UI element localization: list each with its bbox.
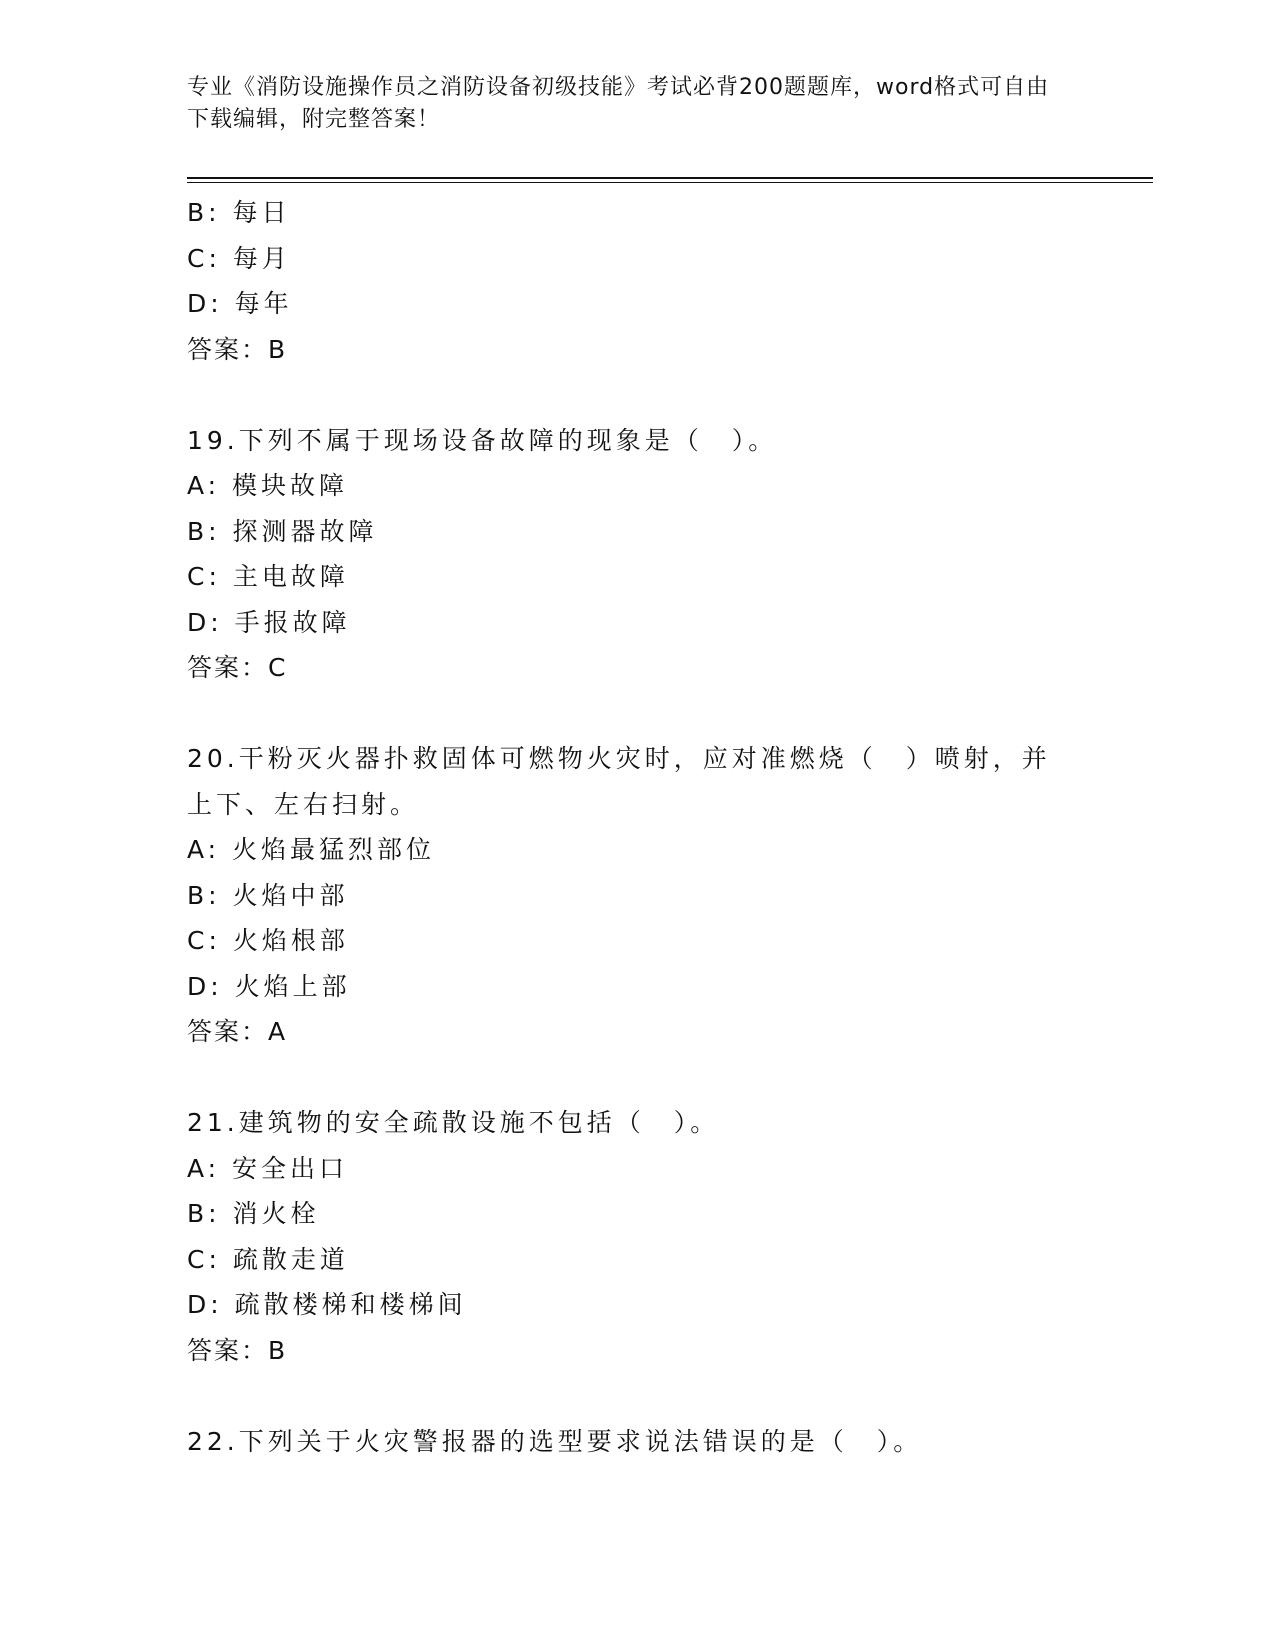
question-18-fragment [187,190,1087,372]
question-19 [187,418,1087,691]
spacer [187,691,1087,737]
option-b: B: 每日 [187,198,291,227]
spacer [187,1373,1087,1419]
answer-line: 答案：A [187,1017,288,1046]
option-a: A: 模块故障 [187,471,349,500]
option-d: D: 手报故障 [187,607,351,637]
question-content [187,190,1087,1464]
spacer [187,1055,1087,1101]
question-22 [187,1419,1087,1465]
question-stem: 20.干粉灭火器扑救固体可燃物火灾时，应对准燃烧（ ）喷射，并上下、左右扫射。 [187,744,1051,819]
spacer [187,372,1087,418]
option-c: C: 每月 [187,243,291,273]
option-c: C: 疏散走道 [187,1244,349,1274]
option-b: B: 消火栓 [187,1199,320,1228]
header-divider-thick [187,177,1153,179]
question-stem: 22.下列关于火灾警报器的选型要求说法错误的是（ ）。 [187,1426,923,1456]
option-a: A: 火焰最猛烈部位 [187,835,436,864]
option-b: B: 火焰中部 [187,880,349,910]
header-divider-thin [187,182,1153,183]
option-c: C: 火焰根部 [187,926,349,955]
question-stem: 19.下列不属于现场设备故障的现象是（ ）。 [187,425,778,455]
answer-line: 答案：B [187,1335,288,1365]
option-b: B: 探测器故障 [187,516,378,546]
answer-line: 答案：B [187,334,288,364]
option-a: A: 安全出口 [187,1153,349,1183]
option-d: D: 疏散楼梯和楼梯间 [187,1290,467,1319]
answer-line: 答案：C [187,653,288,682]
option-d: D: 每年 [187,289,293,318]
option-c: C: 主电故障 [187,562,349,591]
option-d: D: 火焰上部 [187,971,351,1001]
question-20 [187,736,1087,1055]
document-header: 专业《消防设施操作员之消防设备初级技能》考试必背200题题库，word格式可自由下载编辑，附完整答案！ [187,75,1050,132]
question-21 [187,1100,1087,1373]
question-stem: 21.建筑物的安全疏散设施不包括（ ）。 [187,1108,720,1137]
